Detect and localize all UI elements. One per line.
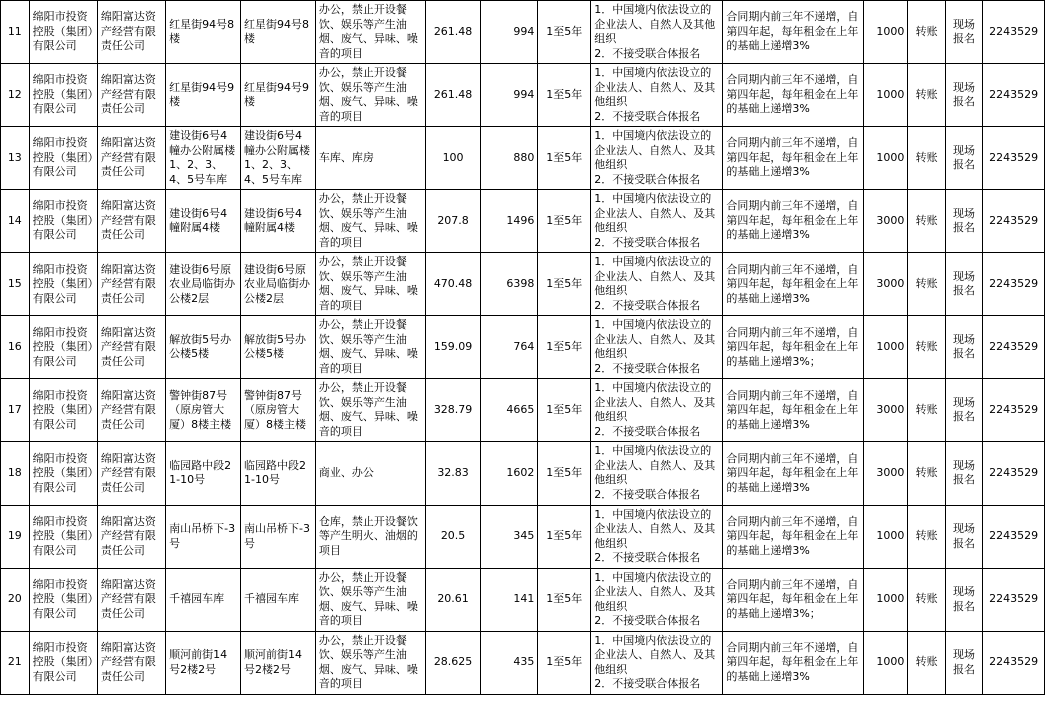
row-manager: 绵阳富达资产经营有限责任公司 <box>97 568 165 631</box>
row-deposit: 1000 <box>864 505 908 568</box>
row-owner: 绵阳市投资控股（集团）有限公司 <box>29 442 97 505</box>
row-asset-address: 顺河前街14号2楼2号 <box>241 631 316 694</box>
row-use: 办公，禁止开设餐饮、娱乐等产生油烟、废气、异味、噪音的项目 <box>315 190 425 253</box>
row-increment: 合同期内前三年不递增，自第四年起，每年租金在上年的基础上递增3%； <box>723 568 864 631</box>
row-payment: 转账 <box>908 127 945 190</box>
row-owner: 绵阳市投资控股（集团）有限公司 <box>29 64 97 127</box>
row-increment: 合同期内前三年不递增，自第四年起，每年租金在上年的基础上递增3% <box>723 1 864 64</box>
row-owner: 绵阳市投资控股（集团）有限公司 <box>29 316 97 379</box>
row-phone: 2243529 <box>983 1 1045 64</box>
row-term: 1至5年 <box>538 64 591 127</box>
row-deposit: 3000 <box>864 253 908 316</box>
row-deposit: 1000 <box>864 631 908 694</box>
row-asset-name: 红星街94号8楼 <box>166 1 241 64</box>
row-manager: 绵阳富达资产经营有限责任公司 <box>97 64 165 127</box>
table-row <box>1 253 1045 316</box>
row-qualification: 1．中国境内依法设立的企业法人、自然人、及其他组织 2．不接受联合体报名 <box>591 316 723 379</box>
row-asset-address: 建设街6号原农业局临街办公楼2层 <box>241 253 316 316</box>
table-row <box>1 631 1045 694</box>
row-registration: 现场报名 <box>945 190 982 253</box>
row-payment: 转账 <box>908 442 945 505</box>
row-payment: 转账 <box>908 190 945 253</box>
row-deposit: 1000 <box>864 64 908 127</box>
row-phone: 2243529 <box>983 316 1045 379</box>
row-index: 16 <box>1 316 30 379</box>
row-manager: 绵阳富达资产经营有限责任公司 <box>97 442 165 505</box>
row-price: 345 <box>481 505 538 568</box>
row-index: 13 <box>1 127 30 190</box>
row-use: 办公，禁止开设餐饮、娱乐等产生油烟、废气、异味、噪音的项目 <box>315 1 425 64</box>
row-deposit: 1000 <box>864 568 908 631</box>
row-price: 994 <box>481 1 538 64</box>
row-owner: 绵阳市投资控股（集团）有限公司 <box>29 631 97 694</box>
row-qualification: 1．中国境内依法设立的企业法人、自然人、及其他组织 2．不接受联合体报名 <box>591 127 723 190</box>
row-phone: 2243529 <box>983 568 1045 631</box>
row-deposit: 1000 <box>864 127 908 190</box>
table-row <box>1 316 1045 379</box>
row-term: 1至5年 <box>538 505 591 568</box>
row-payment: 转账 <box>908 631 945 694</box>
row-registration: 现场报名 <box>945 505 982 568</box>
row-owner: 绵阳市投资控股（集团）有限公司 <box>29 1 97 64</box>
row-price: 994 <box>481 64 538 127</box>
row-index: 11 <box>1 1 30 64</box>
row-price: 1602 <box>481 442 538 505</box>
row-manager: 绵阳富达资产经营有限责任公司 <box>97 1 165 64</box>
row-registration: 现场报名 <box>945 253 982 316</box>
row-asset-name: 红星街94号9楼 <box>166 64 241 127</box>
row-use: 车库、库房 <box>315 127 425 190</box>
row-registration: 现场报名 <box>945 631 982 694</box>
row-phone: 2243529 <box>983 631 1045 694</box>
row-registration: 现场报名 <box>945 379 982 442</box>
row-asset-address: 警钟街87号（原房管大厦）8楼主楼 <box>241 379 316 442</box>
row-payment: 转账 <box>908 379 945 442</box>
row-phone: 2243529 <box>983 127 1045 190</box>
table-row <box>1 442 1045 505</box>
row-index: 17 <box>1 379 30 442</box>
row-price: 764 <box>481 316 538 379</box>
row-phone: 2243529 <box>983 190 1045 253</box>
row-asset-name: 顺河前街14号2楼2号 <box>166 631 241 694</box>
row-increment: 合同期内前三年不递增，自第四年起，每年租金在上年的基础上递增3% <box>723 253 864 316</box>
table-row <box>1 568 1045 631</box>
row-term: 1至5年 <box>538 127 591 190</box>
row-asset-name: 建设街6号原农业局临街办公楼2层 <box>166 253 241 316</box>
row-price: 880 <box>481 127 538 190</box>
row-increment: 合同期内前三年不递增，自第四年起，每年租金在上年的基础上递增3% <box>723 379 864 442</box>
row-price: 6398 <box>481 253 538 316</box>
row-qualification: 1．中国境内依法设立的企业法人、自然人、及其他组织 2．不接受联合体报名 <box>591 190 723 253</box>
row-registration: 现场报名 <box>945 442 982 505</box>
row-qualification: 1．中国境内依法设立的企业法人、自然人、及其他组织 2．不接受联合体报名 <box>591 379 723 442</box>
row-index: 19 <box>1 505 30 568</box>
row-manager: 绵阳富达资产经营有限责任公司 <box>97 631 165 694</box>
table-row <box>1 64 1045 127</box>
row-asset-address: 红星街94号9楼 <box>241 64 316 127</box>
row-asset-address: 南山吊桥下-3号 <box>241 505 316 568</box>
row-area: 328.79 <box>426 379 481 442</box>
row-qualification: 1．中国境内依法设立的企业法人、自然人、及其他组织 2．不接受联合体报名 <box>591 253 723 316</box>
row-asset-address: 解放街5号办公楼5楼 <box>241 316 316 379</box>
row-phone: 2243529 <box>983 379 1045 442</box>
row-term: 1至5年 <box>538 442 591 505</box>
row-increment: 合同期内前三年不递增，自第四年起，每年租金在上年的基础上递增3%； <box>723 316 864 379</box>
row-registration: 现场报名 <box>945 127 982 190</box>
row-term: 1至5年 <box>538 568 591 631</box>
row-index: 14 <box>1 190 30 253</box>
row-index: 20 <box>1 568 30 631</box>
row-registration: 现场报名 <box>945 1 982 64</box>
row-asset-name: 千禧园车库 <box>166 568 241 631</box>
row-increment: 合同期内前三年不递增，自第四年起，每年租金在上年的基础上递增3% <box>723 127 864 190</box>
row-area: 20.61 <box>426 568 481 631</box>
row-area: 470.48 <box>426 253 481 316</box>
row-manager: 绵阳富达资产经营有限责任公司 <box>97 253 165 316</box>
row-deposit: 1000 <box>864 316 908 379</box>
table-body <box>1 1 1045 695</box>
row-use: 办公，禁止开设餐饮、娱乐等产生油烟、废气、异味、噪音的项目 <box>315 64 425 127</box>
row-phone: 2243529 <box>983 253 1045 316</box>
row-use: 商业、办公 <box>315 442 425 505</box>
row-payment: 转账 <box>908 64 945 127</box>
row-owner: 绵阳市投资控股（集团）有限公司 <box>29 190 97 253</box>
row-manager: 绵阳富达资产经营有限责任公司 <box>97 379 165 442</box>
row-index: 21 <box>1 631 30 694</box>
row-area: 261.48 <box>426 1 481 64</box>
row-index: 12 <box>1 64 30 127</box>
row-area: 261.48 <box>426 64 481 127</box>
row-term: 1至5年 <box>538 631 591 694</box>
row-phone: 2243529 <box>983 442 1045 505</box>
row-phone: 2243529 <box>983 505 1045 568</box>
row-qualification: 1．中国境内依法设立的企业法人、自然人、及其他组织 2．不接受联合体报名 <box>591 568 723 631</box>
row-manager: 绵阳富达资产经营有限责任公司 <box>97 316 165 379</box>
row-area: 159.09 <box>426 316 481 379</box>
row-asset-address: 临园路中段21-10号 <box>241 442 316 505</box>
row-qualification: 1．中国境内依法设立的企业法人、自然人、及其他组织 2．不接受联合体报名 <box>591 505 723 568</box>
row-term: 1至5年 <box>538 379 591 442</box>
row-owner: 绵阳市投资控股（集团）有限公司 <box>29 379 97 442</box>
row-deposit: 3000 <box>864 379 908 442</box>
row-increment: 合同期内前三年不递增，自第四年起，每年租金在上年的基础上递增3% <box>723 631 864 694</box>
row-price: 4665 <box>481 379 538 442</box>
row-asset-address: 建设街6号4幢附属4楼 <box>241 190 316 253</box>
row-owner: 绵阳市投资控股（集团）有限公司 <box>29 127 97 190</box>
row-payment: 转账 <box>908 316 945 379</box>
row-term: 1至5年 <box>538 190 591 253</box>
row-increment: 合同期内前三年不递增，自第四年起，每年租金在上年的基础上递增3% <box>723 64 864 127</box>
row-term: 1至5年 <box>538 1 591 64</box>
row-area: 32.83 <box>426 442 481 505</box>
row-qualification: 1．中国境内依法设立的企业法人、自然人、及其他组织 2．不接受联合体报名 <box>591 442 723 505</box>
row-use: 办公，禁止开设餐饮、娱乐等产生油烟、废气、异味、噪音的项目 <box>315 568 425 631</box>
row-index: 18 <box>1 442 30 505</box>
row-use: 办公，禁止开设餐饮、娱乐等产生油烟、废气、异味、噪音的项目 <box>315 631 425 694</box>
row-price: 435 <box>481 631 538 694</box>
row-increment: 合同期内前三年不递增，自第四年起，每年租金在上年的基础上递增3% <box>723 442 864 505</box>
row-phone: 2243529 <box>983 64 1045 127</box>
row-increment: 合同期内前三年不递增，自第四年起，每年租金在上年的基础上递增3% <box>723 505 864 568</box>
row-qualification: 1．中国境内依法设立的企业法人、自然人、及其他组织 2．不接受联合体报名 <box>591 64 723 127</box>
row-increment: 合同期内前三年不递增，自第四年起，每年租金在上年的基础上递增3% <box>723 190 864 253</box>
row-price: 1496 <box>481 190 538 253</box>
row-asset-address: 红星街94号8楼 <box>241 1 316 64</box>
row-term: 1至5年 <box>538 316 591 379</box>
table-row <box>1 190 1045 253</box>
row-qualification: 1．中国境内依法设立的企业法人、自然人、及其他组织 2．不接受联合体报名 <box>591 631 723 694</box>
row-asset-name: 临园路中段21-10号 <box>166 442 241 505</box>
row-deposit: 1000 <box>864 1 908 64</box>
row-asset-name: 南山吊桥下-3号 <box>166 505 241 568</box>
row-payment: 转账 <box>908 1 945 64</box>
row-payment: 转账 <box>908 253 945 316</box>
row-payment: 转账 <box>908 568 945 631</box>
row-owner: 绵阳市投资控股（集团）有限公司 <box>29 253 97 316</box>
row-use: 办公，禁止开设餐饮、娱乐等产生油烟、废气、异味、噪音的项目 <box>315 379 425 442</box>
row-manager: 绵阳富达资产经营有限责任公司 <box>97 190 165 253</box>
row-asset-address: 建设街6号4幢办公附属楼1、2、3、4、5号车库 <box>241 127 316 190</box>
table-row <box>1 379 1045 442</box>
row-deposit: 3000 <box>864 190 908 253</box>
row-qualification: 1．中国境内依法设立的企业法人、自然人及其他组织 2．不接受联合体报名 <box>591 1 723 64</box>
row-area: 28.625 <box>426 631 481 694</box>
row-area: 20.5 <box>426 505 481 568</box>
row-index: 15 <box>1 253 30 316</box>
row-term: 1至5年 <box>538 253 591 316</box>
row-area: 100 <box>426 127 481 190</box>
row-use: 仓库，禁止开设餐饮等产生明火、油烟的项目 <box>315 505 425 568</box>
table-row <box>1 505 1045 568</box>
row-payment: 转账 <box>908 505 945 568</box>
row-asset-name: 解放街5号办公楼5楼 <box>166 316 241 379</box>
row-asset-address: 千禧园车库 <box>241 568 316 631</box>
row-use: 办公，禁止开设餐饮、娱乐等产生油烟、废气、异味、噪音的项目 <box>315 316 425 379</box>
row-registration: 现场报名 <box>945 568 982 631</box>
row-price: 141 <box>481 568 538 631</box>
row-manager: 绵阳富达资产经营有限责任公司 <box>97 127 165 190</box>
row-owner: 绵阳市投资控股（集团）有限公司 <box>29 505 97 568</box>
row-asset-name: 建设街6号4幢办公附属楼1、2、3、4、5号车库 <box>166 127 241 190</box>
row-use: 办公，禁止开设餐饮、娱乐等产生油烟、废气、异味、噪音的项目 <box>315 253 425 316</box>
row-asset-name: 建设街6号4幢附属4楼 <box>166 190 241 253</box>
row-owner: 绵阳市投资控股（集团）有限公司 <box>29 568 97 631</box>
row-area: 207.8 <box>426 190 481 253</box>
row-registration: 现场报名 <box>945 316 982 379</box>
row-deposit: 3000 <box>864 442 908 505</box>
row-manager: 绵阳富达资产经营有限责任公司 <box>97 505 165 568</box>
row-asset-name: 警钟街87号（原房管大厦）8楼主楼 <box>166 379 241 442</box>
row-registration: 现场报名 <box>945 64 982 127</box>
table-row <box>1 1 1045 64</box>
table-row <box>1 127 1045 190</box>
